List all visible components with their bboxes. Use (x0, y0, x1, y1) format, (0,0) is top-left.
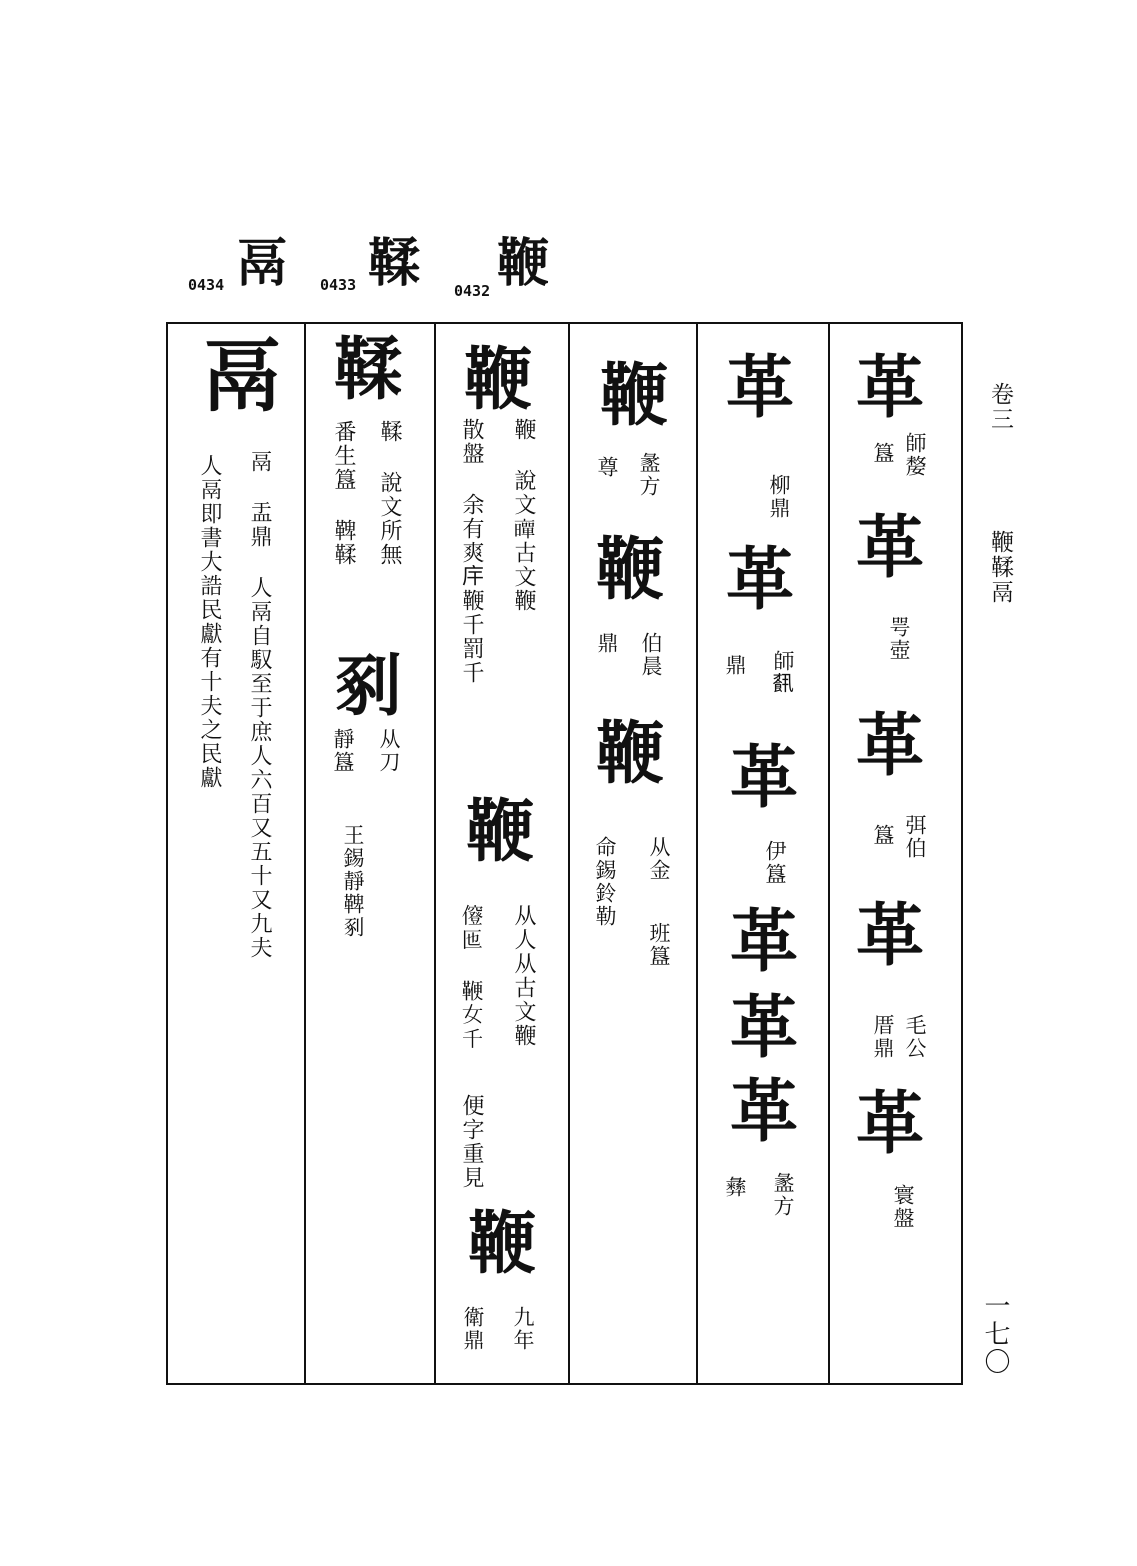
note: 鞭 說文𠆛古文鞭 (511, 418, 536, 613)
bronze-glyph: 革 (726, 348, 795, 428)
bronze-glyph: 鞭 (600, 356, 669, 436)
source-caption: 厝鼎 (871, 1014, 895, 1060)
bronze-glyph: 革 (730, 1072, 799, 1152)
bronze-glyph: 革 (730, 988, 799, 1068)
entry-head-0433: 鞣 (368, 233, 421, 294)
bronze-glyph: 革 (856, 1084, 925, 1164)
note: 散盤 余有爽𢇛鞭千罰千 (459, 418, 484, 685)
character-table (166, 322, 963, 1385)
source-caption: 簋 (871, 442, 895, 465)
bronze-glyph: 革 (730, 738, 799, 818)
page-number: 一七〇 (980, 1292, 1010, 1376)
column-rule (434, 324, 436, 1383)
source-caption: 鼎 (723, 654, 747, 677)
bronze-glyph: 革 (856, 706, 925, 786)
entry-head-0432: 鞭 (497, 233, 550, 294)
note: 从人从古文鞭 (511, 904, 536, 1048)
column-rule (568, 324, 570, 1383)
column-rule (828, 324, 830, 1383)
source-caption: 盠方 (637, 452, 661, 498)
bronze-glyph: 鞭 (596, 714, 665, 794)
source-caption: 尊 (595, 456, 619, 479)
volume-label: 卷三 (987, 382, 1013, 432)
source-caption: 靜簋 (331, 728, 355, 774)
source-caption: 師𩛥 (771, 650, 795, 696)
source-caption: 毛公 (903, 1014, 927, 1060)
entry-number-0434: 0434 (188, 276, 225, 294)
source-caption: 簋 (871, 824, 895, 847)
bronze-glyph: 鬲 (202, 329, 282, 423)
bronze-glyph: 革 (726, 540, 795, 620)
source-caption: 九年 (511, 1306, 535, 1352)
source-caption: 鼎 (595, 632, 619, 655)
note: 从刀 (377, 728, 401, 774)
source-caption: 伯晨 (639, 632, 663, 678)
source-caption: 衛鼎 (461, 1306, 485, 1352)
bronze-glyph: 革 (856, 896, 925, 976)
entry-head-0434: 鬲 (236, 233, 289, 294)
bronze-glyph: 革 (730, 902, 799, 982)
source-caption: 班簋 (647, 922, 671, 968)
bronze-glyph: 鞭 (464, 340, 533, 420)
note: 便字重見 (459, 1094, 484, 1190)
note: 人鬲即書大誥民獻有十夫之民獻 (197, 454, 222, 790)
note: 鞣 說文所無 (377, 420, 402, 567)
source-caption: 弭伯 (903, 814, 927, 860)
source-caption: 咢壺 (887, 616, 911, 662)
source-caption: 柳鼎 (767, 474, 791, 520)
source-caption: 師嫠 (903, 432, 927, 478)
bronze-glyph: 革 (856, 348, 925, 428)
column-rule (696, 324, 698, 1383)
column-rule (304, 324, 306, 1383)
bronze-glyph: 鞭 (468, 1204, 537, 1284)
entry-number-0433: 0433 (320, 276, 357, 294)
note: 命錫鈴勒 (593, 836, 617, 928)
entry-number-0432: 0432 (454, 282, 491, 300)
source-caption: 盠方 (771, 1172, 795, 1218)
running-header-chars: 鞭鞣鬲 (987, 530, 1013, 605)
bronze-glyph: 剢 (334, 646, 403, 726)
source-caption: 伊簋 (763, 840, 787, 886)
source-caption: 寰盤 (891, 1184, 915, 1230)
bronze-glyph: 革 (856, 508, 925, 588)
note: 𠑅匜 鞭女千 (459, 904, 484, 1051)
source-caption: 彝 (723, 1176, 747, 1199)
note: 王錫靜鞞剢 (341, 824, 365, 939)
note: 鬲 盂鼎 人鬲自馭至于庶人六百又五十又九夫 (247, 450, 272, 960)
note: 番生簋 鞞鞣 (331, 420, 356, 567)
bronze-glyph: 鞭 (596, 530, 665, 610)
bronze-glyph: 鞭 (466, 792, 535, 872)
bronze-glyph: 鞣 (334, 330, 403, 410)
note: 从金 (647, 836, 671, 882)
